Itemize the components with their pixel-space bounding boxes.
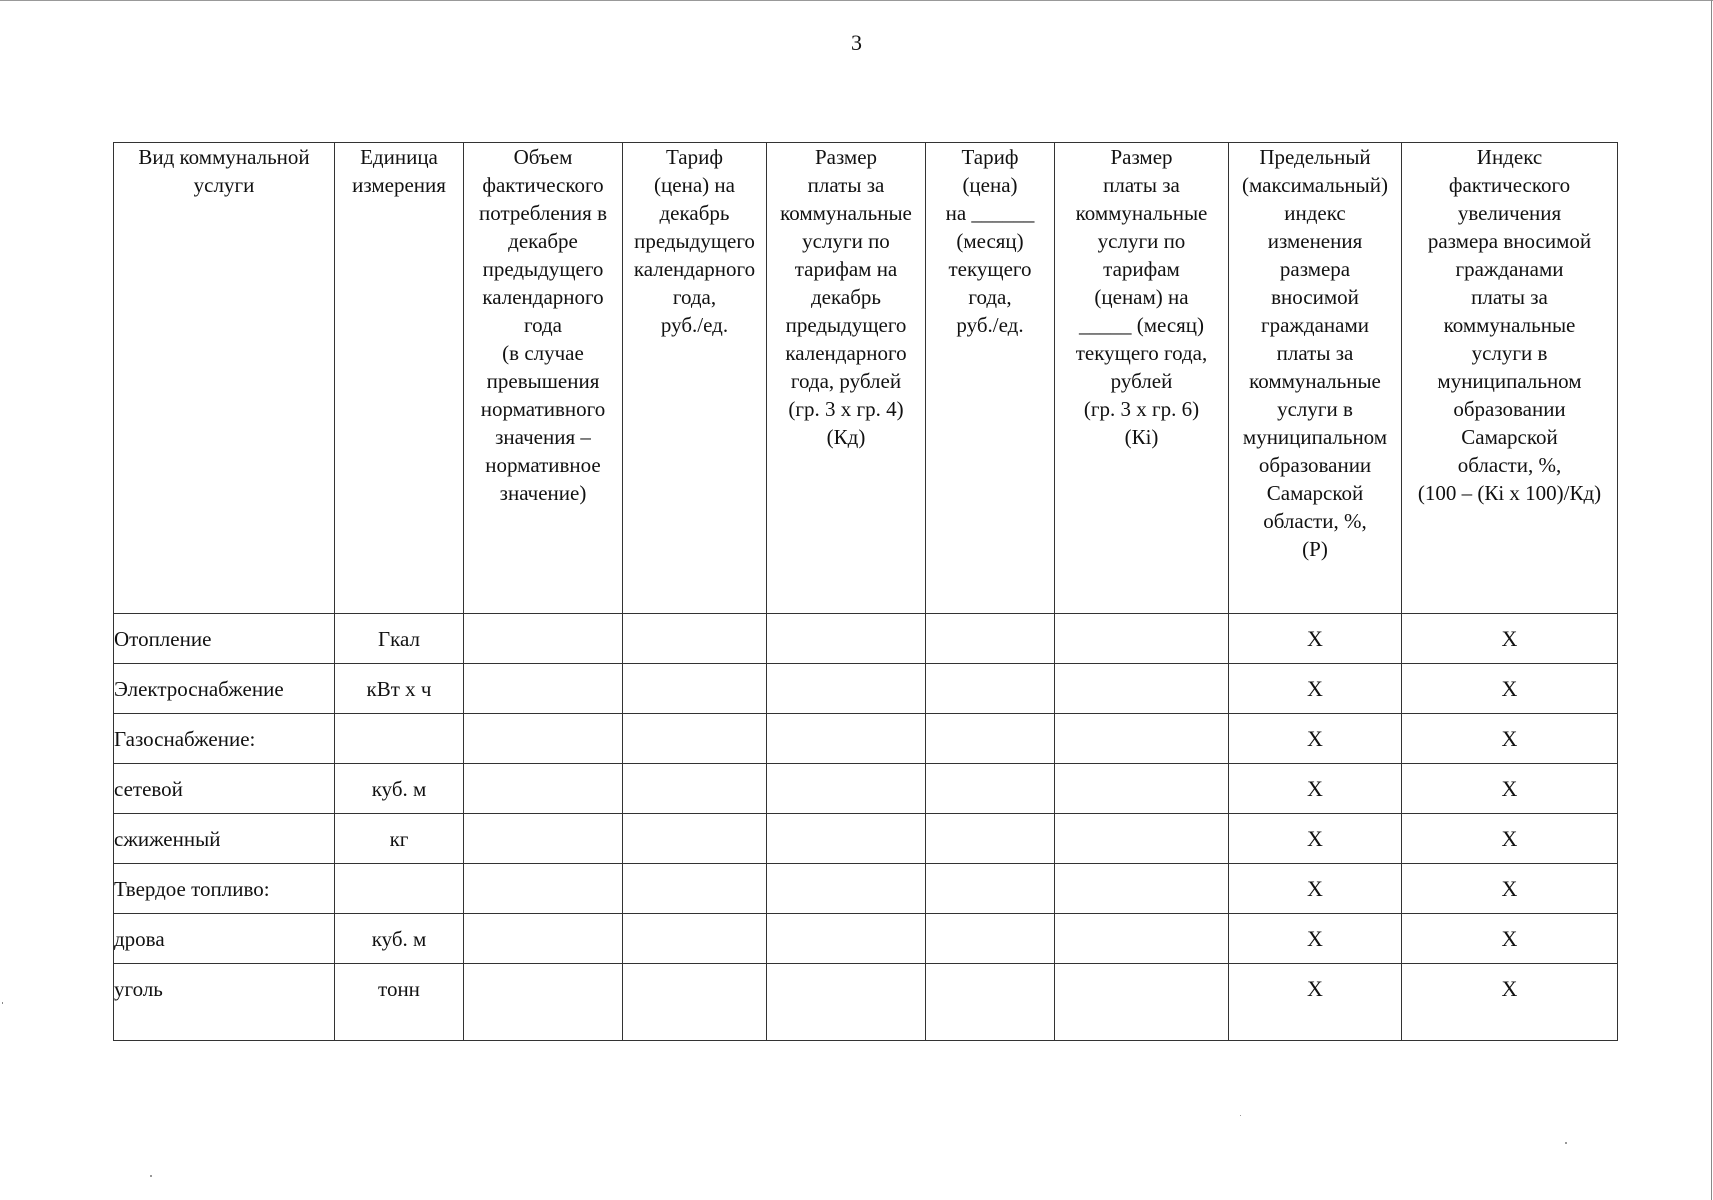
header-payment-current: Размер платы за коммунальные услуги по тарифам (ценам) на _____ (месяц) текущего года, рублей (гр. 3 х гр. 6) (Кi) — [1055, 143, 1229, 614]
row-unit: тонн — [335, 964, 464, 1041]
row-max-index: X — [1229, 914, 1402, 964]
row-cell-payment-current — [1055, 964, 1229, 1041]
row-cell-payment-current — [1055, 614, 1229, 664]
row-cell-payment-december — [767, 814, 926, 864]
scan-speck — [1240, 1115, 1241, 1116]
row-service-name: Отопление — [114, 614, 335, 664]
row-cell-payment-december — [767, 964, 926, 1041]
row-max-index: X — [1229, 964, 1402, 1041]
row-actual-index: X — [1402, 914, 1618, 964]
table-row — [114, 814, 1618, 864]
row-cell-payment-december — [767, 714, 926, 764]
table-row — [114, 714, 1618, 764]
row-actual-index: X — [1402, 864, 1618, 914]
row-max-index: X — [1229, 764, 1402, 814]
header-service-type: Вид коммунальной услуги — [114, 143, 335, 614]
row-max-index: X — [1229, 714, 1402, 764]
header-actual-index: Индекс фактического увеличения размера вносимой гражданами платы за коммунальные услуги в муниципальном образовании Самарской области, %, (100 – (Кi х 100)/Кд) — [1402, 143, 1618, 614]
table-row — [114, 914, 1618, 964]
page-edge-right — [1711, 0, 1712, 1200]
scan-speck — [1565, 1142, 1567, 1144]
row-cell-tariff-current — [926, 814, 1055, 864]
row-cell-tariff-current — [926, 764, 1055, 814]
row-cell-tariff-current — [926, 864, 1055, 914]
table-row — [114, 864, 1618, 914]
row-cell-payment-december — [767, 864, 926, 914]
header-unit: Единица измерения — [335, 143, 464, 614]
row-unit — [335, 864, 464, 914]
table-row — [114, 964, 1618, 1041]
row-service-name: Газоснабжение: — [114, 714, 335, 764]
row-unit: кВт х ч — [335, 664, 464, 714]
row-cell-payment-december — [767, 914, 926, 964]
row-cell-tariff-december — [623, 864, 767, 914]
row-cell-volume — [464, 814, 623, 864]
row-service-name: сетевой — [114, 764, 335, 814]
header-tariff-current: Тариф (цена) на ______ (месяц) текущего года, руб./ед. — [926, 143, 1055, 614]
table-row — [114, 764, 1618, 814]
utility-payment-table — [113, 142, 1618, 1041]
table-header-row — [114, 143, 1618, 614]
row-cell-payment-current — [1055, 764, 1229, 814]
row-unit: куб. м — [335, 764, 464, 814]
row-max-index: X — [1229, 614, 1402, 664]
table-row — [114, 614, 1618, 664]
row-cell-tariff-december — [623, 614, 767, 664]
row-cell-volume — [464, 864, 623, 914]
header-max-index: Предельный (максимальный) индекс изменения размера вносимой гражданами платы за коммунальные услуги в муниципальном образовании Самарской области, %, (Р) — [1229, 143, 1402, 614]
row-service-name: дрова — [114, 914, 335, 964]
row-cell-volume — [464, 914, 623, 964]
header-actual-volume: Объем фактического потребления в декабре предыдущего календарного года (в случае превышения нормативного значения – нормативное значение) — [464, 143, 623, 614]
row-cell-tariff-current — [926, 664, 1055, 714]
row-cell-volume — [464, 614, 623, 664]
row-cell-volume — [464, 714, 623, 764]
row-actual-index: X — [1402, 614, 1618, 664]
row-cell-volume — [464, 764, 623, 814]
table-row — [114, 664, 1618, 714]
row-cell-payment-december — [767, 664, 926, 714]
scan-speck — [150, 1175, 152, 1177]
row-actual-index: X — [1402, 814, 1618, 864]
row-actual-index: X — [1402, 964, 1618, 1041]
page-edge-top — [0, 0, 1713, 1]
row-max-index: X — [1229, 814, 1402, 864]
row-unit: куб. м — [335, 914, 464, 964]
row-cell-tariff-december — [623, 714, 767, 764]
row-max-index: X — [1229, 864, 1402, 914]
row-cell-tariff-december — [623, 964, 767, 1041]
page-number: 3 — [851, 30, 862, 55]
row-cell-tariff-current — [926, 964, 1055, 1041]
row-cell-tariff-current — [926, 914, 1055, 964]
row-service-name: Твердое топливо: — [114, 864, 335, 914]
row-cell-payment-december — [767, 614, 926, 664]
row-service-name: Электроснабжение — [114, 664, 335, 714]
row-max-index: X — [1229, 664, 1402, 714]
row-cell-volume — [464, 964, 623, 1041]
row-cell-tariff-december — [623, 814, 767, 864]
row-cell-payment-current — [1055, 864, 1229, 914]
scan-speck — [2, 1002, 3, 1004]
row-actual-index: X — [1402, 664, 1618, 714]
row-cell-payment-current — [1055, 814, 1229, 864]
header-tariff-december: Тариф (цена) на декабрь предыдущего календарного года, руб./ед. — [623, 143, 767, 614]
row-unit: кг — [335, 814, 464, 864]
row-unit — [335, 714, 464, 764]
row-cell-volume — [464, 664, 623, 714]
row-cell-tariff-current — [926, 714, 1055, 764]
row-unit: Гкал — [335, 614, 464, 664]
row-cell-payment-current — [1055, 914, 1229, 964]
row-service-name: сжиженный — [114, 814, 335, 864]
row-cell-payment-current — [1055, 664, 1229, 714]
row-cell-tariff-december — [623, 664, 767, 714]
row-service-name: уголь — [114, 964, 335, 1041]
row-cell-payment-current — [1055, 714, 1229, 764]
header-payment-december: Размер платы за коммунальные услуги по тарифам на декабрь предыдущего календарного года, рублей (гр. 3 х гр. 4) (Кд) — [767, 143, 926, 614]
row-actual-index: X — [1402, 714, 1618, 764]
row-actual-index: X — [1402, 764, 1618, 814]
row-cell-tariff-december — [623, 914, 767, 964]
row-cell-tariff-december — [623, 764, 767, 814]
row-cell-payment-december — [767, 764, 926, 814]
row-cell-tariff-current — [926, 614, 1055, 664]
